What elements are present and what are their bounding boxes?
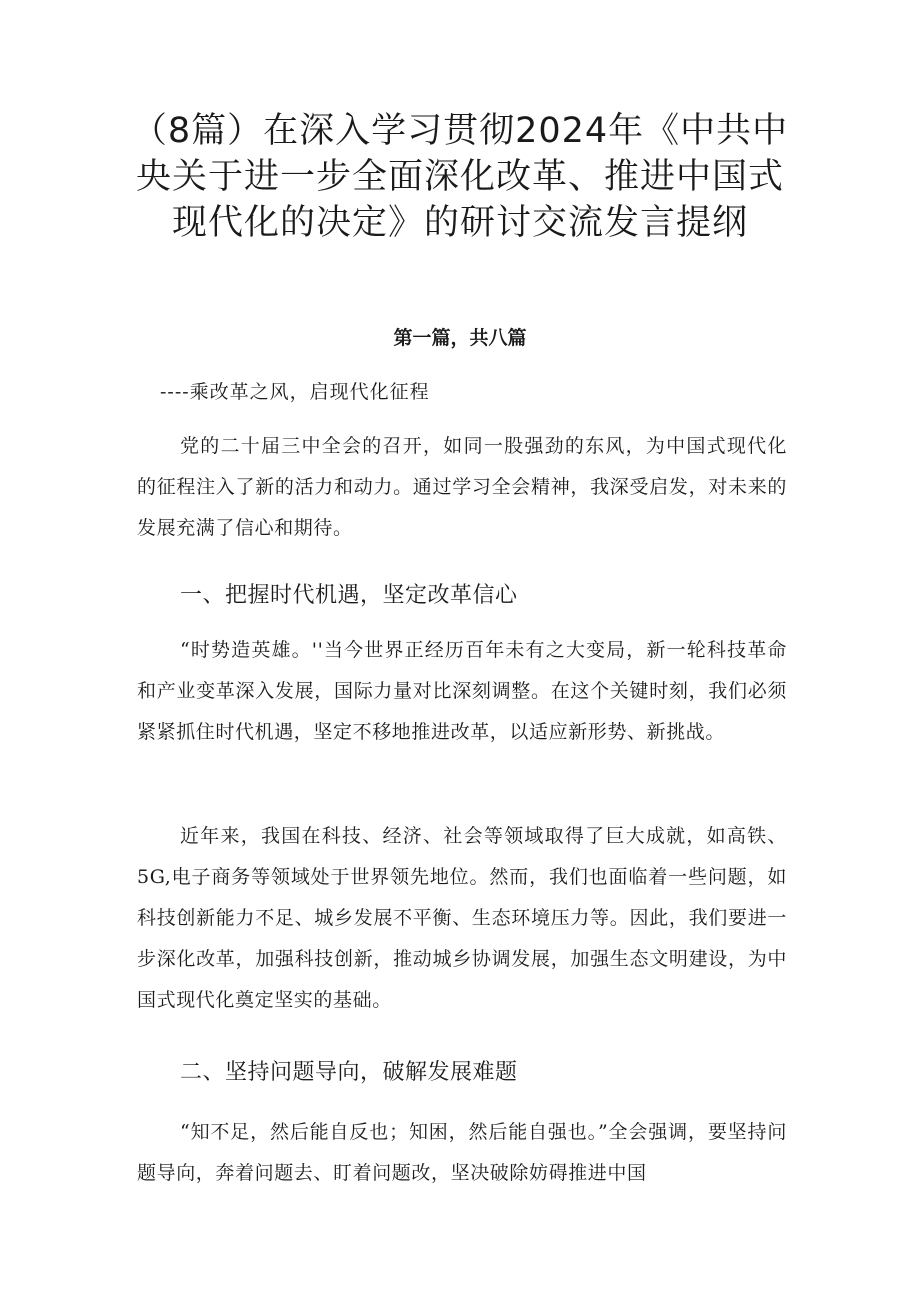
part-heading: 第一篇，共八篇 [393,327,527,349]
section-1-paragraph-2: 近年来，我国在科技、经济、社会等领域取得了巨大成就，如高铁、5G,电子商务等领域处于世界领先地位。然而，我们也面临着一些问题，如科技创新能力不足、城乡发展不平衡、生态环境压力等。因此，我们要进一步深化改革，加强科技创新，推动城乡协调发展，加强生态文明建设，为中国式现代化奠定坚实的基础。 [137,825,787,1011]
section-2-paragraph-1: “知不足，然后能自反也；知困，然后能自强也。”全会强调，要坚持问题导向，奔着问题去、盯着问题改，坚决破除妨碍推进中国 [137,1121,787,1184]
section-1-paragraph-1: “时势造英雄。''当今世界正经历百年未有之大变局，新一轮科技革命和产业变革深入发展，国际力量对比深刻调整。在这个关键时刻，我们必须紧紧抓住时代机遇，坚定不移地推进改革，以适应新形势、新挑战。 [137,639,787,743]
title-line: 现代化的决定》的研讨交流发言提纲 [171,203,748,243]
document-title [110,108,810,246]
title-line: （8篇）在深入学习贯彻2024年《中共中 [131,111,789,151]
title-line: 央关于进一步全面深化改革、推进中国式 [135,157,784,197]
subtitle: ----乘改革之风，启现代化征程 [160,381,430,403]
section-heading-2: 二、坚持问题导向，破解发展难题 [180,1060,518,1085]
section-heading-1: 一、把握时代机遇，坚定改革信心 [180,583,518,608]
intro-paragraph: 党的二十届三中全会的召开，如同一股强劲的东风，为中国式现代化的征程注入了新的活力和动力。通过学习全会精神，我深受启发，对未来的发展充满了信心和期待。 [137,435,787,539]
